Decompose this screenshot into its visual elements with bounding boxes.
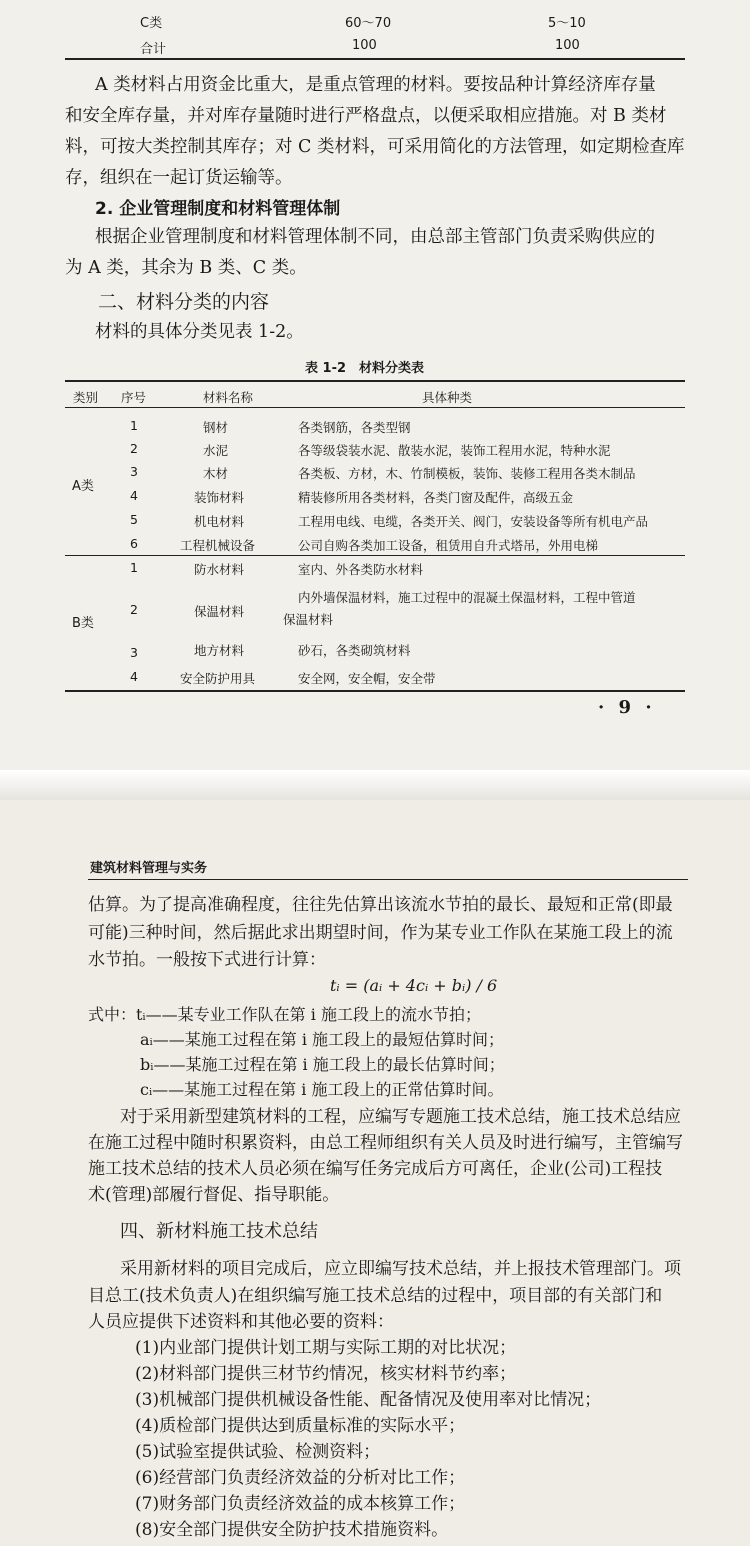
table-row-name: 防水材料 bbox=[194, 562, 245, 577]
text-line: 目总工(技术负责人)在组织编写施工技术总结的过程中，项目部的有关部门和 bbox=[88, 1286, 663, 1306]
formula-def: 式中：tᵢ——某专业工作队在第 i 施工段上的流水节拍； bbox=[88, 1005, 481, 1024]
page-number: · 9 · bbox=[598, 697, 656, 718]
text-line: 在施工过程中随时积累资料，由总工程师组织有关人员及时进行编写，主管编写 bbox=[88, 1133, 683, 1153]
text-line: 术(管理)部履行督促、指导职能。 bbox=[88, 1185, 340, 1205]
header-no: 序号 bbox=[121, 390, 147, 405]
table-row-detail: 各类钢筋，各类型钢 bbox=[298, 420, 411, 435]
table-row-no: 5 bbox=[130, 512, 138, 527]
chapter-heading-four: 四、新材料施工技术总结 bbox=[120, 1221, 318, 1242]
list-item: (6)经营部门负责经济效益的分析对比工作； bbox=[135, 1468, 466, 1488]
text-line: 水节拍。一般按下式进行计算： bbox=[88, 950, 326, 970]
table-row-name: 装饰材料 bbox=[194, 490, 245, 505]
text-line: 和安全库存量，并对库存量随时进行严格盘点，以便采取相应措施。对 B 类材 bbox=[65, 106, 667, 126]
text-line: 存，组织在一起订货运输等。 bbox=[65, 168, 293, 188]
text-line: 施工技术总结的技术人员必须在编写任务完成后方可离任，企业(公司)工程技 bbox=[88, 1159, 663, 1179]
top-table-cat-c: C类 bbox=[140, 16, 163, 31]
table-row-detail: 室内、外各类防水材料 bbox=[298, 562, 424, 577]
table-row-detail: 各等级袋装水泥、散装水泥，装饰工程用水泥，特种水泥 bbox=[298, 443, 611, 458]
table-row-name: 保温材料 bbox=[194, 604, 245, 619]
text-line: A 类材料占用资金比重大，是重点管理的材料。要按品种计算经济库存量 bbox=[95, 75, 656, 95]
table-header-rule bbox=[65, 407, 685, 408]
text-line: 采用新材料的项目完成后，应立即编写技术总结，并上报技术管理部门。项 bbox=[120, 1259, 681, 1279]
text-line: 人员应提供下述资料和其他必要的资料： bbox=[88, 1312, 394, 1332]
formula: tᵢ = (aᵢ + 4cᵢ + bᵢ) / 6 bbox=[330, 976, 498, 995]
table-row-detail: 砂石，各类砌筑材料 bbox=[298, 643, 411, 658]
top-table-cat-total: 合计 bbox=[140, 42, 167, 57]
chapter-heading-two: 二、材料分类的内容 bbox=[98, 291, 270, 313]
table-row-detail: 各类板、方材，木、竹制模板，装饰、装修工程用各类木制品 bbox=[298, 466, 636, 481]
table-row-detail: 工程用电线、电缆，各类开关、阀门，安装设备等所有机电产品 bbox=[298, 514, 649, 529]
table-intro: 材料的具体分类见表 1-2。 bbox=[95, 322, 304, 342]
table-row-no: 1 bbox=[130, 560, 138, 575]
text-line: 料，可按大类控制其库存；对 C 类材料，可采用简化的方法管理，如定期检查库 bbox=[65, 137, 685, 157]
group-a-label: A类 bbox=[72, 479, 94, 494]
text-line: 为 A 类，其余为 B 类、C 类。 bbox=[65, 258, 307, 278]
top-table-amount-total: 100 bbox=[555, 38, 580, 53]
running-head: 建筑材料管理与实务 bbox=[90, 861, 208, 876]
table-row-detail: 安全网，安全帽，安全带 bbox=[298, 671, 436, 686]
top-table-share-c: 60～70 bbox=[345, 16, 392, 31]
table-group-divider bbox=[65, 555, 685, 556]
text-line: 根据企业管理制度和材料管理体制不同，由总部主管部门负责采购供应的 bbox=[95, 227, 655, 247]
list-item: (5)试验室提供试验、检测资料； bbox=[135, 1442, 381, 1462]
formula-def: bᵢ——某施工过程在第 i 施工段上的最长估算时间； bbox=[140, 1055, 505, 1074]
table-row-name: 安全防护用具 bbox=[180, 671, 256, 686]
table-row-name: 工程机械设备 bbox=[180, 538, 256, 553]
formula-def: cᵢ——某施工过程在第 i 施工段上的正常估算时间。 bbox=[140, 1080, 504, 1099]
book-page-9 bbox=[0, 0, 750, 770]
table-row-detail: 公司自购各类加工设备，租赁用自升式塔吊，外用电梯 bbox=[298, 538, 599, 553]
table-row-name: 机电材料 bbox=[194, 514, 245, 529]
running-head-rule bbox=[88, 879, 688, 880]
list-item: (3)机械部门提供机械设备性能、配备情况及使用率对比情况； bbox=[135, 1390, 602, 1410]
header-detail: 具体种类 bbox=[422, 390, 473, 405]
text-line: 估算。为了提高准确程度，往往先估算出该流水节拍的最长、最短和正常(即最 bbox=[88, 895, 673, 915]
table-row-no: 3 bbox=[130, 645, 138, 660]
table-row-name: 地方材料 bbox=[194, 643, 245, 658]
table-row-name: 水泥 bbox=[203, 443, 229, 458]
table-row-no: 3 bbox=[130, 464, 138, 479]
header-name: 材料名称 bbox=[203, 390, 254, 405]
top-table-share-total: 100 bbox=[352, 38, 377, 53]
table-caption: 表 1-2 材料分类表 bbox=[305, 361, 425, 376]
table-row-name: 木材 bbox=[203, 466, 229, 481]
list-item: (4)质检部门提供达到质量标准的实际水平； bbox=[135, 1416, 466, 1436]
table-row-detail-cont: 保温材料 bbox=[283, 612, 334, 627]
table-top-rule bbox=[65, 380, 685, 382]
table-row-name: 钢材 bbox=[203, 420, 229, 435]
list-item: (8)安全部门提供安全防护技术措施资料。 bbox=[135, 1520, 449, 1540]
page-gap bbox=[0, 770, 750, 800]
list-item: (1)内业部门提供计划工期与实际工期的对比状况； bbox=[135, 1338, 517, 1358]
group-b-label: B类 bbox=[72, 616, 94, 631]
list-item: (7)财务部门负责经济效益的成本核算工作； bbox=[135, 1494, 466, 1514]
list-item: (2)材料部门提供三材节约情况，核实材料节约率； bbox=[135, 1364, 517, 1384]
table-row-detail: 精装修所用各类材料，各类门窗及配件，高级五金 bbox=[298, 490, 574, 505]
header-category: 类别 bbox=[73, 390, 99, 405]
text-line: 可能)三种时间，然后据此求出期望时间，作为某专业工作队在某施工段上的流 bbox=[88, 923, 673, 943]
table-row-detail: 内外墙保温材料，施工过程中的混凝土保温材料，工程中管道 bbox=[298, 590, 636, 605]
section-heading-2: 2. 企业管理制度和材料管理体制 bbox=[95, 199, 341, 219]
top-table-bottom-rule bbox=[65, 58, 685, 60]
table-bottom-rule bbox=[65, 690, 685, 692]
table-row-no: 2 bbox=[130, 602, 138, 617]
formula-def: aᵢ——某施工过程在第 i 施工段上的最短估算时间； bbox=[140, 1030, 505, 1049]
text-line: 对于采用新型建筑材料的工程，应编写专题施工技术总结，施工技术总结应 bbox=[120, 1107, 681, 1127]
table-row-no: 1 bbox=[130, 418, 138, 433]
table-row-no: 2 bbox=[130, 441, 138, 456]
table-row-no: 4 bbox=[130, 488, 138, 503]
table-row-no: 4 bbox=[130, 669, 138, 684]
table-row-no: 6 bbox=[130, 536, 138, 551]
top-table-amount-c: 5～10 bbox=[548, 16, 586, 31]
